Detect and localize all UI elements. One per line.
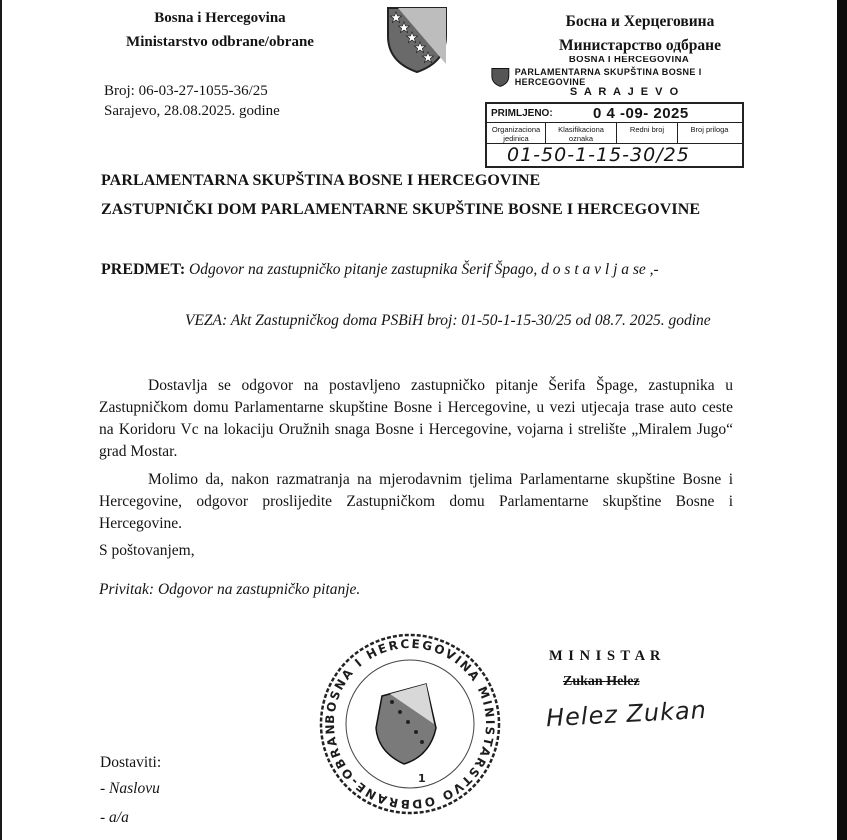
addressee-line-2: ZASTUPNIČKI DOM PARLAMENTARNE SKUPŠTINE BOSNE I HERCEGOVINE bbox=[101, 201, 701, 218]
small-coat-of-arms-icon bbox=[490, 66, 511, 88]
seal-outer-text: BOSNA I HERCEGOVINA MINISTARSTVO ODBRANE-OBRAN bbox=[322, 636, 498, 812]
stamp-assembly-line: PARLAMENTARNA SKUPŠTINA BOSNE I HERCEGOVINE bbox=[514, 67, 702, 87]
signature-title: M I N I S T A R bbox=[549, 648, 662, 664]
signature-name: Zukan Helez bbox=[563, 674, 640, 689]
stamp-handwritten-number: 01-50-1-15-30/25 bbox=[507, 144, 690, 166]
stamp-received-label: PRIMLJENO: bbox=[491, 107, 553, 119]
reference-link: VEZA: Akt Zastupničkog doma PSBiH broj: 01-50-1-15-30/25 od 08.7. 2025. godine bbox=[185, 312, 711, 329]
stamp-col-attachments: Broj priloga bbox=[690, 125, 729, 134]
distribution-item: - Naslovu bbox=[100, 780, 160, 797]
scan-right-edge bbox=[837, 0, 847, 840]
header-right-ministry: Министарство одбране bbox=[559, 37, 721, 54]
distribution-label: Dostaviti: bbox=[100, 754, 162, 771]
stamp-received-row bbox=[487, 104, 742, 123]
body-p1-line-3: na Koridoru Vc na lokaciju Oružnih snaga Bosne i Hercegovine, vojarna i strelište „Miralem Jugo“ bbox=[99, 421, 733, 438]
closing-salutation: S poštovanjem, bbox=[99, 542, 195, 559]
header-right-country: Босна и Херцеговина bbox=[565, 13, 715, 30]
header-left-country: Bosna i Hercegovina bbox=[154, 10, 286, 26]
subject-text: Odgovor na zastupničko pitanje zastupnika Šerif Špago, d o s t a v l j a se ,- bbox=[189, 261, 659, 278]
stamp-col-serial: Redni broj bbox=[617, 123, 678, 143]
seal-number: 1 bbox=[418, 772, 426, 785]
body-p2-line-3: Hercegovine. bbox=[99, 515, 183, 532]
header-left-ministry: Ministarstvo odbrane/obrane bbox=[126, 34, 314, 50]
header-left bbox=[100, 6, 340, 54]
body-p2-line-1: Molimo da, nakon razmatranja na mjerodavnim tjelima Parlamentarne skupštine Bosne i bbox=[148, 471, 733, 488]
header-right bbox=[540, 10, 740, 58]
body-p1-line-4: grad Mostar. bbox=[99, 443, 178, 460]
body-p2-line-2: Hercegovine, odgovor proslijedite Zastupničkom domu Parlamentarne skupštine Bosne i bbox=[99, 493, 733, 510]
stamp-top-line: BOSNA I HERCEGOVINA bbox=[568, 56, 690, 65]
addressee-line-1: PARLAMENTARNA SKUPŠTINA BOSNE I HERCEGOVINE bbox=[101, 172, 541, 189]
stamp-col-class: Klasifikaciona oznaka bbox=[546, 123, 617, 143]
handwritten-signature: Helez Zukan bbox=[545, 695, 708, 733]
received-stamp-heading bbox=[490, 56, 760, 98]
body-p1-line-2: Zastupničkom domu Parlamentarne skupštine Bosne i Hercegovine, u vezi utjecaja trase auto ceste bbox=[99, 399, 733, 416]
stamp-columns-row bbox=[487, 123, 742, 144]
body-p1-line-1: Dostavlja se odgovor na postavljeno zastupničko pitanje Šerifa Špage, zastupnika u bbox=[148, 377, 733, 394]
subject-label: PREDMET: bbox=[101, 261, 186, 278]
attachment-text: Odgovor na zastupničko pitanje. bbox=[157, 581, 361, 598]
body-paragraph-1 bbox=[99, 375, 733, 463]
attachment-line bbox=[99, 579, 360, 601]
coat-of-arms-icon bbox=[384, 6, 450, 74]
scan-left-edge bbox=[0, 0, 2, 840]
subject-line bbox=[101, 259, 659, 281]
place-date: Sarajevo, 28.08.2025. godine bbox=[104, 103, 280, 119]
attachment-label: Privitak: bbox=[99, 581, 155, 598]
stamp-assembly-row bbox=[490, 66, 760, 88]
body-paragraph-2 bbox=[99, 469, 733, 535]
stamp-city: S A R A J E V O bbox=[569, 86, 681, 98]
distribution-item: - a/a bbox=[100, 809, 129, 826]
official-seal bbox=[318, 632, 502, 816]
stamp-received-date: 0 4 -09- 2025 bbox=[593, 104, 689, 122]
received-stamp-box bbox=[485, 102, 744, 168]
reference-number: Broj: 06-03-27-1055-36/25 bbox=[104, 83, 268, 99]
stamp-col-org: Organizaciona jedinica bbox=[487, 123, 546, 143]
